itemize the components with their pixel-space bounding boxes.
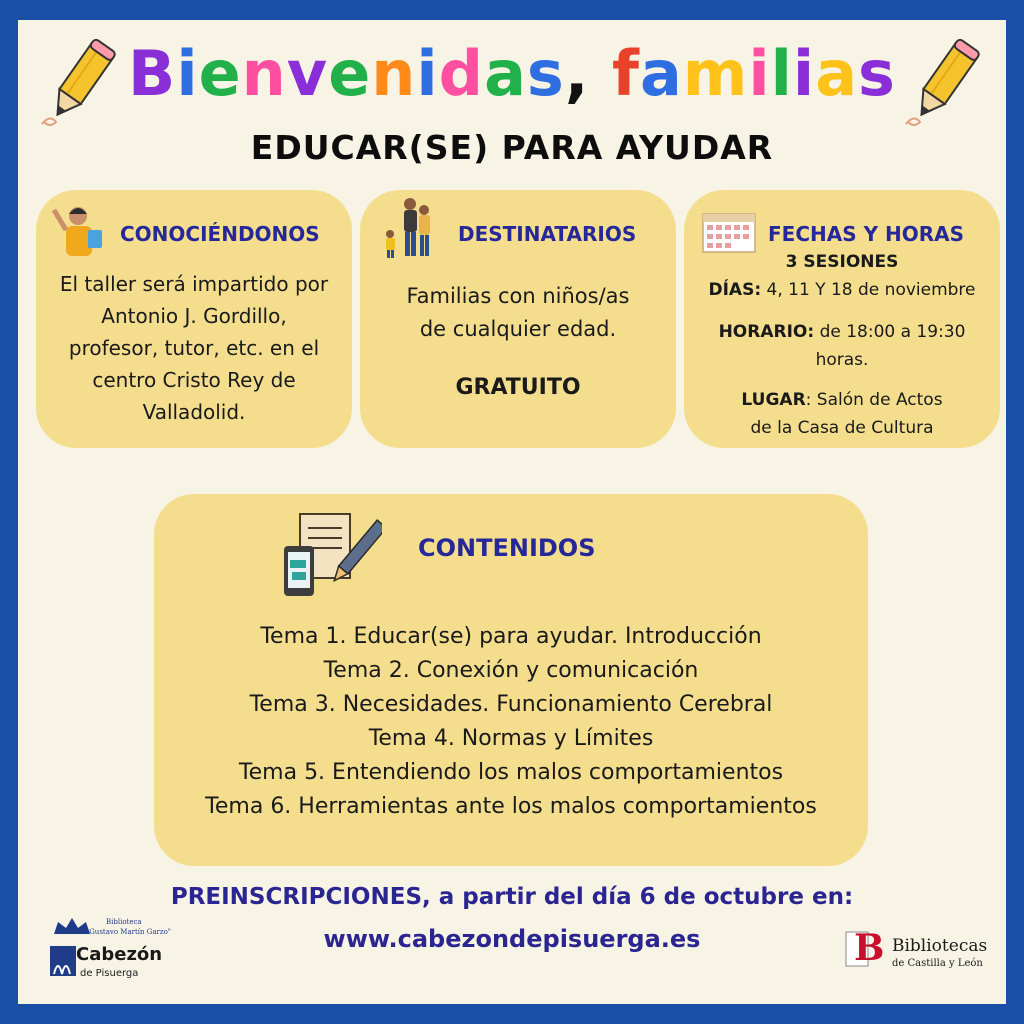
horario-value-2: horas. [815,350,869,370]
card-destinatarios [360,190,676,448]
card-text [360,280,676,346]
topic-item: Tema 6. Herramientas ante los malos comportamientos [205,794,817,819]
svg-text:B: B [854,927,885,969]
title-letter: a [639,37,683,110]
lugar-value: : Salón de Actos [805,390,943,410]
topic-item: Tema 1. Educar(se) para ayudar. Introducción [260,624,762,649]
dias-value: 4, 11 Y 18 de noviembre [766,280,976,300]
cabezon-logo [46,912,171,992]
card-fechas [684,190,1000,448]
title-letter: a [815,37,859,110]
horario-label: HORARIO: [718,322,815,342]
topic-item: Tema 2. Conexión y comunicación [323,658,699,683]
family-icon [380,196,442,260]
book-b-icon [842,924,888,972]
logo-small-text: Biblioteca [106,918,142,926]
calendar-icon [702,210,756,254]
title-letter: d [438,37,485,110]
card-text [40,268,348,428]
page-subtitle: EDUCAR(SE) PARA AYUDAR [250,128,774,167]
topic-item: Tema 4. Normas y Límites [368,726,654,751]
title-letter: i [792,37,816,110]
castle-icon [48,940,78,980]
logo-sub: de Castilla y León [892,958,983,969]
horario-line [684,318,1000,374]
bibliotecas-logo [842,924,992,984]
text-line: Valladolid. [142,400,246,424]
logo-quote-text: "Gustavo Martín Garzo" [86,928,171,936]
card-heading: DESTINATARIOS [458,222,637,246]
title-letter: n [371,37,417,110]
title-letter: n [241,37,287,110]
lugar-label: LUGAR [741,390,806,410]
title-letter: e [198,37,242,110]
text-line: Familias con niños/as [406,284,630,308]
lugar-value-2: de la Casa de Cultura [750,418,934,438]
page-title [0,34,1024,114]
topic-item: Tema 3. Necesidades. Funcionamiento Cerebral [249,692,773,717]
card-heading: CONTENIDOS [418,534,596,562]
card-contenidos [154,494,868,866]
horario-value: de 18:00 a 19:30 [819,322,966,342]
document-phone-pen-icon [282,510,382,600]
title-letter: i [416,37,439,110]
title-letter: f [611,37,640,110]
title-letter: B [128,37,177,110]
title-letter: i [176,37,199,110]
card-conociendonos [36,190,352,448]
dias-label: DÍAS: [708,280,762,300]
title-letter: i [748,37,771,110]
price-label: GRATUITO [455,375,581,400]
text-line: de cualquier edad. [419,317,617,341]
logo-name: Bibliotecas [892,936,988,956]
card-heading: CONOCIÉNDONOS [120,222,320,246]
dias-line [684,280,1000,300]
preinscription-text: PREINSCRIPCIONES, a partir del día 6 de octubre en: [170,884,854,910]
title-letter: a [484,37,527,110]
teacher-icon [48,204,110,258]
title-letter: s [858,37,896,110]
topics-list [154,620,868,824]
text-line: centro Cristo Rey de [92,368,296,392]
text-line: profesor, tutor, etc. en el [68,336,320,360]
title-letter: e [328,37,372,110]
title-letter: , [564,37,612,110]
title-letter: m [682,37,749,110]
logo-sub: de Pisuerga [80,968,139,979]
lugar-line [684,386,1000,442]
sessions-label: 3 SESIONES [785,252,899,272]
title-letter: l [770,37,793,110]
title-letter: s [526,37,565,110]
title-letter: v [286,37,329,110]
card-heading: FECHAS Y HORAS [768,222,965,246]
text-line: Antonio J. Gordillo, [101,304,287,328]
website-link[interactable]: www.cabezondepisuerga.es [323,925,701,953]
logo-name: Cabezón [76,944,163,965]
text-line: El taller será impartido por [59,272,329,296]
topic-item: Tema 5. Entendiendo los malos comportamientos [238,760,784,785]
